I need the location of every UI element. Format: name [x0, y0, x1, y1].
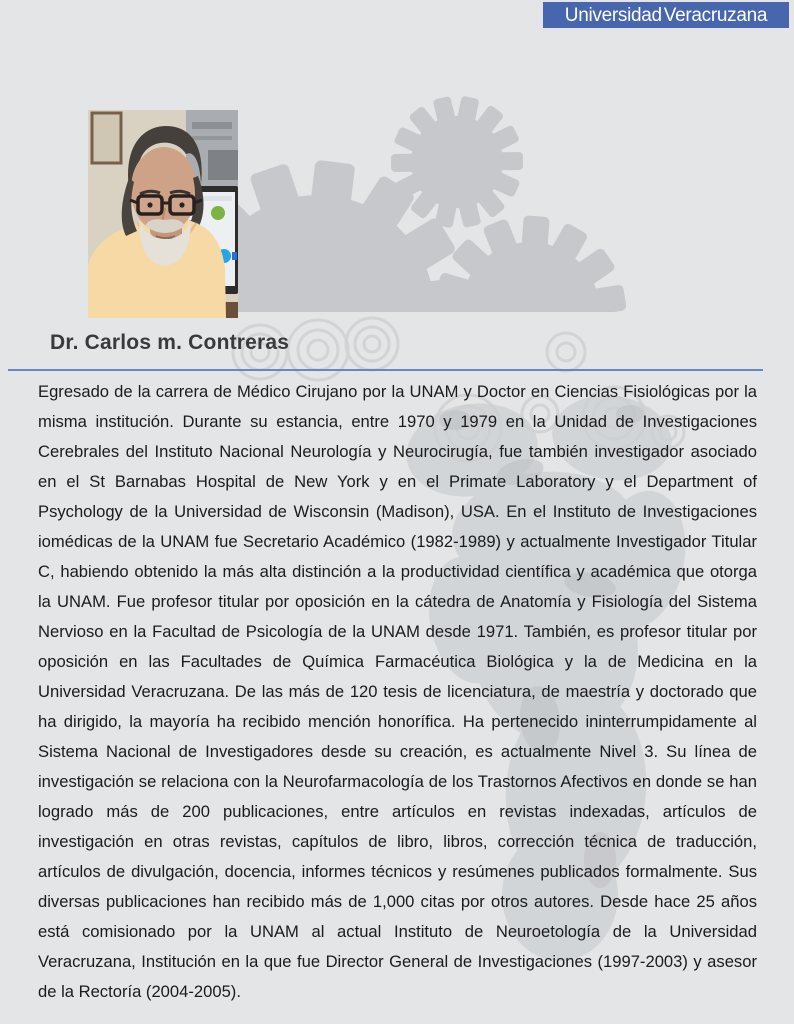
picture-frame-icon [92, 113, 121, 163]
university-brand-banner [543, 2, 789, 28]
profile-photo [88, 110, 238, 318]
bio-paragraph: Egresado de la carrera de Médico Cirujano por la UNAM y Doctor en Ciencias Fisiológicas por la misma institución. Durante su estancia, entre 1970 y 1979 en la Unidad de Investigaciones Cerebrales del Instituto Nacional Neurología y Neurocirugía, fue también investigador asociado en el St Barnabas Hospital de New York y en el Primate Laboratory y el Department of Psychology de la Universidad de Wisconsin (Madison), USA. En el Instituto de Investigaciones iomédicas de la UNAM fue Secretario Académico (1982-1989) y actualmente Investigador Titular C, habiendo obtenido la más alta distinción a la productividad científica y académica que otorga la UNAM. Fue profesor titular por oposición en la cátedra de Anatomía y Fisiología del Sistema Nervioso en la Facultad de Psicología de la UNAM desde 1971. También, es profesor titular por oposición en las Facultades de Química Farmacéutica Biológica y la de Medicina en la Universidad Veracruzana. De las más de 120 tesis de licenciatura, de maestría y doctorado que ha dirigido, la mayoría ha recibido mención honorífica. Ha pertenecido ininterrumpidamente al Sistema Nacional de Investigadores desde su creación, es actualmente Nivel 3. Su línea de investigación se relaciona con la Neurofarmacología de los Trastornos Afectivos en donde se han logrado más de 200 publicaciones, entre artículos en revistas indexadas, artículos de investigación en otras revistas, capítulos de libro, libros, corrección técnica de traducción, artículos de divulgación, docencia, informes técnicos y resúmenes publicados formalmente. Sus diversas publicaciones han recibido más de 1,000 citas por otros autores. Desde hace 25 años está comisionado por la UNAM al actual Instituto de Neuroetología de la Universidad Veracruzana, Institución en la que fue Director General de Investigaciones (1997-2003) y asesor de la Rectoría (2004-2005). [38, 382, 757, 1001]
university-brand-text: Universidad Veracruzana [564, 4, 768, 26]
divider-line [8, 369, 763, 371]
profile-name-heading: Dr. Carlos m. Contreras [50, 331, 290, 354]
